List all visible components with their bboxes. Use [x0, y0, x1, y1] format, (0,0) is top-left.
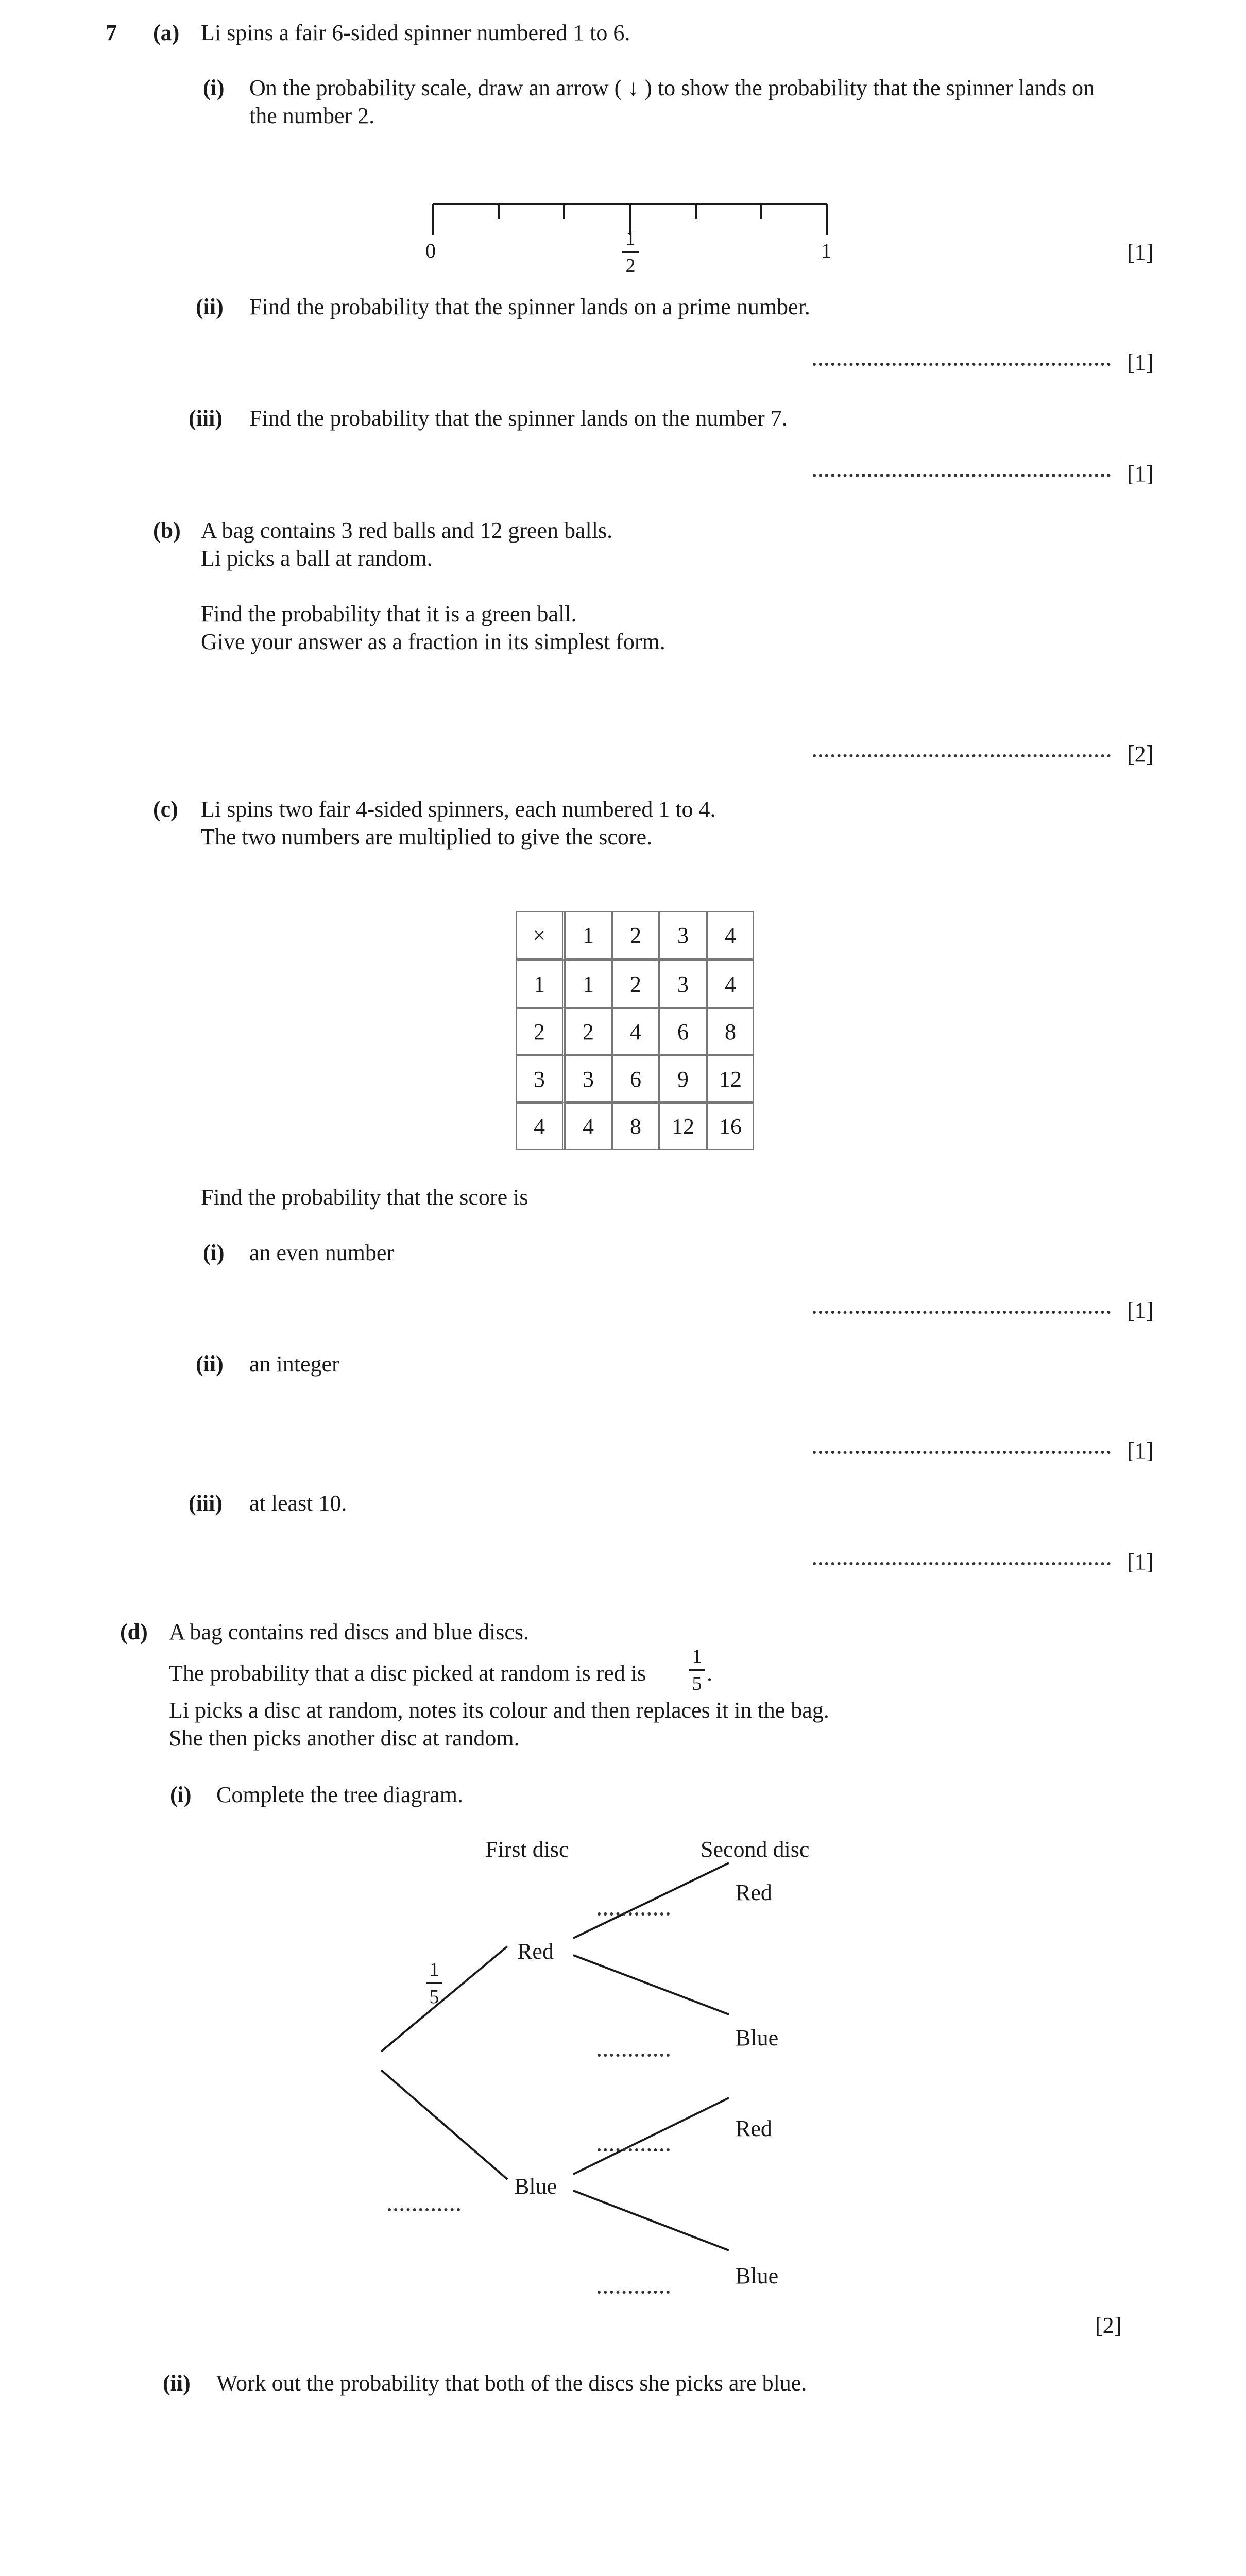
table-cell: 4 — [565, 1103, 612, 1150]
table-cell: 4 — [612, 1008, 659, 1055]
part-c-prompt: Find the probability that the score is — [201, 1184, 528, 1210]
part-a-label: (a) — [153, 20, 180, 45]
table-header-row — [516, 911, 754, 960]
part-d-line2-end: . — [707, 1660, 712, 1686]
table-cell: 2 — [612, 960, 659, 1008]
part-c-label: (c) — [153, 796, 178, 822]
tree-second-blue-2: Blue — [736, 2263, 779, 2289]
table-cell: 12 — [659, 1103, 707, 1150]
part-c-iii-text: at least 10. — [249, 1490, 347, 1516]
answer-line-a-ii[interactable] — [813, 363, 1111, 366]
table-row — [516, 1008, 754, 1055]
table-cell: 8 — [707, 1008, 754, 1055]
part-c-i-label: (i) — [203, 1240, 225, 1265]
tree-blank-blue-blue[interactable] — [598, 2291, 670, 2294]
table-cell: 2 — [565, 1008, 612, 1055]
multiplication-table — [516, 911, 754, 1150]
part-d-line1: A bag contains red discs and blue discs. — [169, 1619, 529, 1645]
part-a-i-label: (i) — [203, 75, 225, 100]
part-d-ii-label: (ii) — [163, 2370, 191, 2396]
part-d-line2: The probability that a disc picked at random is red is — [169, 1660, 646, 1686]
part-c-line2: The two numbers are multiplied to give the score. — [201, 824, 653, 850]
table-row — [516, 960, 754, 1008]
tree-first-blue: Blue — [514, 2174, 557, 2199]
part-b-line3: Find the probability that it is a green ball. — [201, 601, 577, 626]
answer-line-c-ii[interactable] — [813, 1451, 1111, 1454]
table-cell: 9 — [659, 1055, 707, 1103]
part-a-ii-marks: [1] — [1127, 350, 1154, 375]
table-cell: 16 — [707, 1103, 754, 1150]
part-c-ii-label: (ii) — [196, 1351, 224, 1377]
table-row-header: 3 — [516, 1055, 565, 1103]
table-row-header: 2 — [516, 1008, 565, 1055]
tree-red-prob-denominator: 5 — [429, 1986, 439, 2008]
tree-second-heading: Second disc — [701, 1837, 810, 1862]
table-cell: 6 — [659, 1008, 707, 1055]
part-c-iii-label: (iii) — [189, 1490, 223, 1516]
table-cell: 12 — [707, 1055, 754, 1103]
scale-label-one: 1 — [821, 239, 831, 262]
tree-first-heading: First disc — [485, 1837, 569, 1862]
part-a-iii-text: Find the probability that the spinner lands on the number 7. — [249, 405, 788, 431]
scale-half-denominator: 2 — [625, 255, 636, 277]
table-corner: × — [516, 911, 565, 960]
part-a-iii-marks: [1] — [1127, 461, 1154, 486]
part-b-label: (b) — [153, 518, 181, 543]
tree-blank-red-blue[interactable] — [598, 2054, 670, 2057]
table-header-cell: 3 — [659, 911, 707, 960]
part-c-i-text: an even number — [249, 1240, 394, 1265]
table-cell: 3 — [565, 1055, 612, 1103]
scale-label-half — [622, 229, 639, 276]
tree-second-red-1: Red — [736, 1880, 772, 1905]
red-probability-fraction — [689, 1647, 705, 1693]
scale-half-numerator: 1 — [625, 228, 636, 249]
table-cell: 1 — [565, 960, 612, 1008]
table-cell: 8 — [612, 1103, 659, 1150]
table-cell: 6 — [612, 1055, 659, 1103]
tree-first-red: Red — [517, 1939, 554, 1964]
tree-red-probability — [426, 1960, 442, 2007]
table-row — [516, 1055, 754, 1103]
part-a-ii-text: Find the probability that the spinner lands on a prime number. — [249, 294, 810, 319]
part-d-line3: Li picks a disc at random, notes its colour and then replaces it in the bag. — [169, 1698, 829, 1723]
part-c-ii-text: an integer — [249, 1351, 339, 1377]
part-b-line4: Give your answer as a fraction in its simplest form. — [201, 629, 665, 654]
part-a-i-line2: the number 2. — [249, 103, 375, 128]
question-number: 7 — [106, 20, 117, 45]
red-prob-denominator: 5 — [692, 1673, 702, 1694]
part-d-i-text: Complete the tree diagram. — [216, 1782, 463, 1807]
part-d-line4: She then picks another disc at random. — [169, 1725, 520, 1751]
part-b-line1: A bag contains 3 red balls and 12 green balls. — [201, 518, 613, 543]
tree-red-prob-numerator: 1 — [429, 1959, 439, 1980]
table-cell: 4 — [707, 960, 754, 1008]
part-c-line1: Li spins two fair 4-sided spinners, each numbered 1 to 4. — [201, 796, 716, 822]
tree-second-red-2: Red — [736, 2116, 772, 2141]
red-prob-numerator: 1 — [692, 1646, 702, 1667]
table-header-cell: 4 — [707, 911, 754, 960]
table-cell: 3 — [659, 960, 707, 1008]
table-row — [516, 1103, 754, 1150]
answer-line-a-iii[interactable] — [813, 474, 1111, 477]
part-d-i-label: (i) — [170, 1782, 192, 1807]
answer-line-c-iii[interactable] — [813, 1562, 1111, 1565]
tree-second-blue-1: Blue — [736, 2025, 779, 2050]
part-a-text: Li spins a fair 6-sided spinner numbered 1 to 6. — [201, 20, 630, 45]
part-a-i-line1: On the probability scale, draw an arrow ( ↓ ) to show the probability that the spinner lands on — [249, 75, 1095, 100]
part-d-i-marks: [2] — [1095, 2313, 1122, 2338]
table-row-header: 4 — [516, 1103, 565, 1150]
part-a-i-marks: [1] — [1127, 240, 1154, 265]
part-a-iii-label: (iii) — [189, 405, 223, 431]
part-a-ii-label: (ii) — [196, 294, 224, 319]
part-c-i-marks: [1] — [1127, 1298, 1154, 1323]
table-header-cell: 2 — [612, 911, 659, 960]
part-d-ii-text: Work out the probability that both of the discs she picks are blue. — [216, 2370, 807, 2396]
part-d-label: (d) — [120, 1619, 148, 1645]
table-row-header: 1 — [516, 960, 565, 1008]
part-c-ii-marks: [1] — [1127, 1438, 1154, 1463]
tree-blank-first-blue[interactable] — [388, 2208, 460, 2211]
answer-line-c-i[interactable] — [813, 1311, 1111, 1314]
tree-blank-blue-red[interactable] — [598, 2148, 670, 2151]
part-b-line2: Li picks a ball at random. — [201, 546, 433, 571]
tree-blank-red-red[interactable] — [598, 1912, 670, 1916]
scale-label-zero: 0 — [425, 239, 436, 262]
part-b-marks: [2] — [1127, 741, 1154, 767]
table-header-cell: 1 — [565, 911, 612, 960]
answer-line-b[interactable] — [813, 754, 1111, 757]
part-c-iii-marks: [1] — [1127, 1549, 1154, 1574]
